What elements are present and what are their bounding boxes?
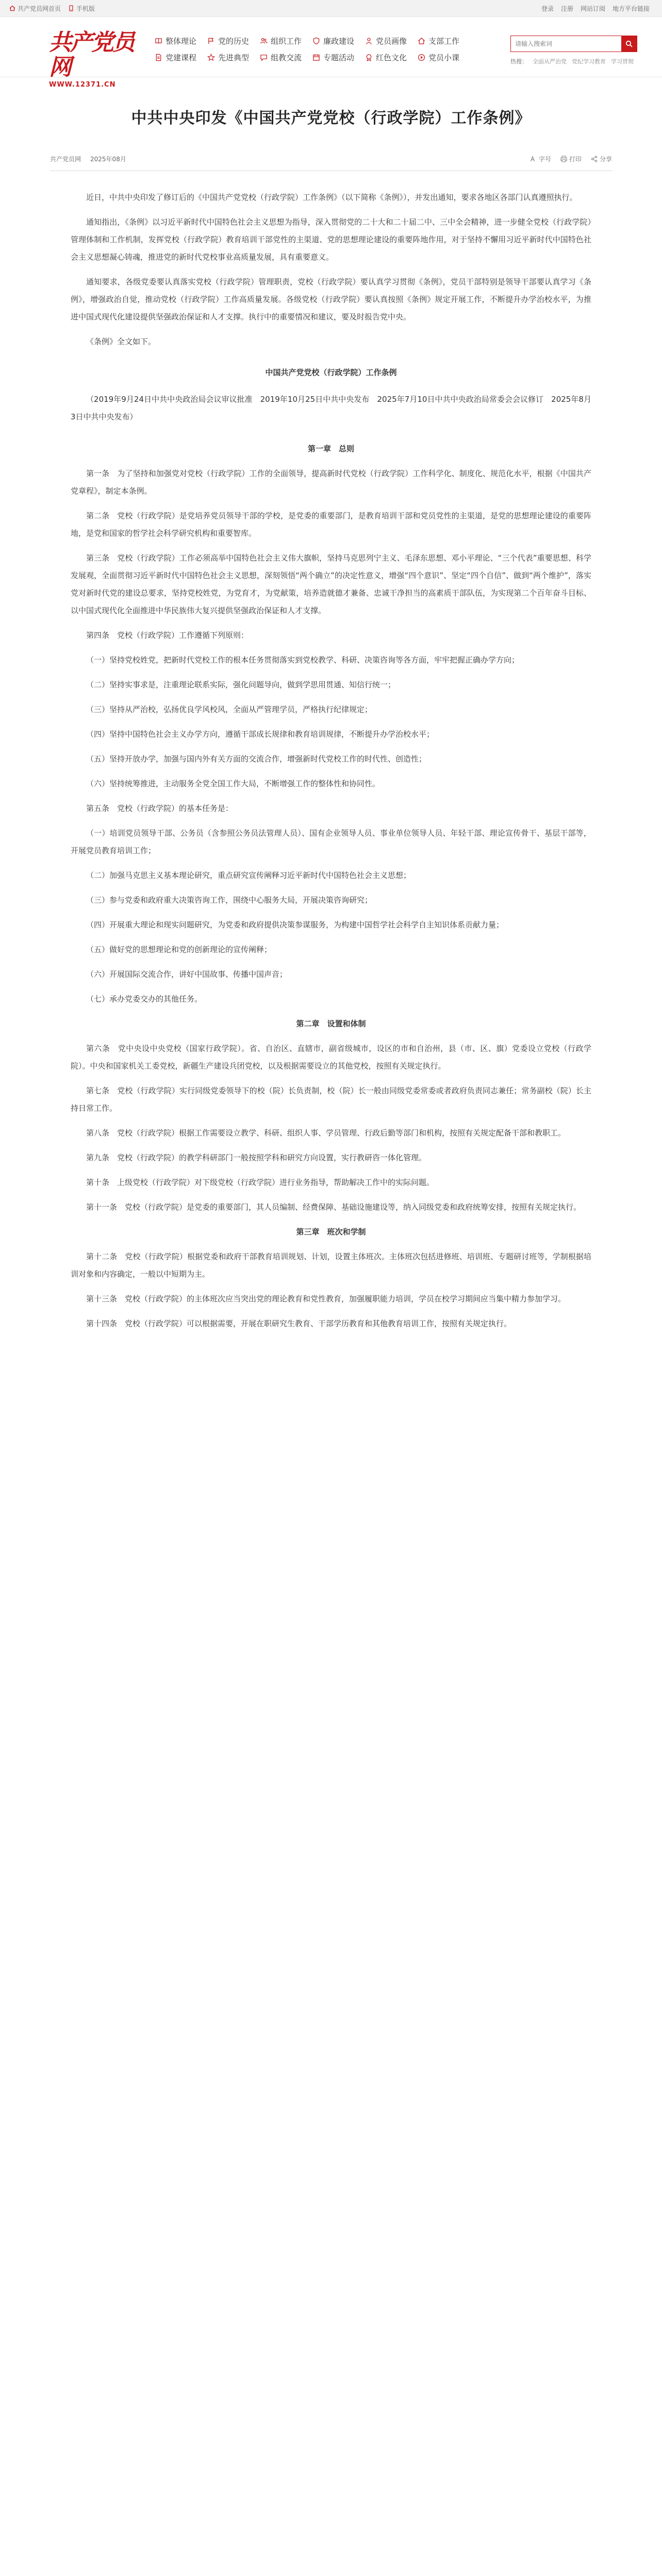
topbar-mobile-label: 手机版 <box>76 5 95 12</box>
doc-icon <box>155 54 162 61</box>
article-paragraph: （三）参与党委和政府重大决策咨询工作，围绕中心服务大局，开展决策咨询研究； <box>86 895 373 905</box>
flag-icon <box>207 37 215 45</box>
nav-label: 整体理论 <box>166 36 197 46</box>
share-button[interactable] <box>591 155 612 163</box>
meta-actions <box>530 155 612 163</box>
search-box <box>510 36 637 52</box>
top-bar <box>0 0 662 17</box>
search-input[interactable] <box>511 36 621 52</box>
article-paragraph: （三）坚持从严治校，弘扬优良学风校风，全面从严管理学员，严格执行纪律规定； <box>86 705 373 714</box>
article-paragraph: 第六条 党中央设中央党校（国家行政学院）。省、自治区、直辖市，副省级城市，设区的市和自治州，县（市、区、旗）党委设立党校（行政学院）。中央和国家机关工委党校，新疆生产建设兵团党校，以及根据需要设立的其他党校，按照有关规定执行。 <box>71 1044 591 1071</box>
article-paragraph: 第三条 党校（行政学院）工作必须高举中国特色社会主义伟大旗帜，坚持马克思列宁主义、毛泽东思想、邓小平理论、“三个代表”重要思想、科学发展观，全面贯彻习近平新时代中国特色社会主义思想，深刻领悟“两个确立”的决定性意义，增强“四个意识”、坚定“四个自信”、做到“两个维护”，落实党对新时代党的建设总要求，坚持党校姓党，为党育才，为党献策，培养造就德才兼备、忠诚干净担当的高素质干部队伍，为实现第二个百年奋斗目标、以中国式现代化全面推进中华民族伟大复兴提供坚强政治保证和人才支撑。 <box>71 553 591 615</box>
nav-label: 组教交流 <box>271 53 302 62</box>
top-bar-left <box>9 4 95 13</box>
nav-item-members[interactable] <box>365 35 410 47</box>
article-paragraph: （六）开展国际交流合作，讲好中国故事、传播中国声音； <box>86 970 288 979</box>
article-paragraph: （七）承办党委交办的其他任务。 <box>86 994 203 1004</box>
nav-item-integrity[interactable] <box>312 35 358 47</box>
main-nav <box>155 35 463 63</box>
site-logo[interactable] <box>49 29 137 89</box>
nav-item-history[interactable] <box>207 35 253 47</box>
chapter-heading: 第一章 总则 <box>307 444 354 453</box>
nav-item-activities[interactable] <box>312 51 358 63</box>
meta-left <box>50 155 126 163</box>
article-paragraph: 第十二条 党校（行政学院）根据党委和政府干部教育培训规划、计划，设置主体班次。主体班次包括进修班、培训班、专题研讨班等，学制根据培训对象和内容确定，一般以中短期为主。 <box>71 1252 591 1279</box>
subscribe-link[interactable]: 网站订阅 <box>580 5 605 12</box>
topbar-home-link[interactable] <box>9 4 61 13</box>
play-icon <box>418 54 425 61</box>
hot-searches <box>510 57 637 65</box>
article-paragraph: （四）坚持中国特色社会主义办学方向，遵循干部成长规律和教育培训规律，不断提升办学治校水平； <box>86 730 435 739</box>
logo-url: WWW.12371.CN <box>49 81 116 89</box>
article-paragraph: 第九条 党校（行政学院）的教学科研部门一般按照学科和研究方向设置，实行教研咨一体化管理。 <box>86 1153 427 1162</box>
article-paragraph: 第七条 党校（行政学院）实行同级党委领导下的校（院）长负责制，校（院）长一般由同级党委常委或者政府负责同志兼任；常务副校（院）长主持日常工作。 <box>71 1086 591 1113</box>
nav-label: 党的历史 <box>218 36 250 46</box>
topbar-home-label: 共产党员网首页 <box>18 5 61 12</box>
article-paragraph: （六）坚持统筹推进，主动服务全党全国工作大局，不断增强工作的整体性和协同性。 <box>86 779 380 788</box>
article-paragraph: （五）坚持开放办学，加强与国内外有关方面的交流合作，增强新时代党校工作的时代性、创造性； <box>86 754 427 764</box>
register-link[interactable]: 注册 <box>560 5 573 12</box>
font-size-icon <box>530 156 537 162</box>
article-paragraph: 第十一条 党校（行政学院）是党委的重要部门，其人员编制、经费保障、基础设施建设等，纳入同级党委和政府统筹安排，按照有关规定执行。 <box>86 1202 582 1212</box>
article-date: 2025年08月 <box>90 156 126 163</box>
intro-paragraph: 通知指出，《条例》以习近平新时代中国特色社会主义思想为指导，深入贯彻党的二十大和二十届二中、三中全会精神，进一步健全党校（行政学院）管理体制和工作机制，发挥党校（行政学院）教育培训干部党性的主渠道、党的思想理论建设的重要阵地作用，对于坚持不懈用习近平新时代中国特色社会主义思想凝心铸魂，推进党的新时代党校事业高质量发展，具有重要意义。 <box>71 217 591 262</box>
nav-label: 先进典型 <box>218 53 250 62</box>
nav-item-models[interactable] <box>207 51 253 63</box>
page-title: 中共中央印发《中国共产党党校（行政学院）工作条例》 <box>131 109 531 127</box>
article-paragraph: （二）坚持实事求是，注重理论联系实际，强化问题导向，做到学思用贯通、知信行统一； <box>86 680 396 689</box>
article-source: 共产党员网 <box>50 156 81 163</box>
intro-paragraph: 《条例》全文如下。 <box>86 337 156 346</box>
article-paragraph: （一）培训党员领导干部、公务员（含参照公务员法管理人员）、国有企业领导人员、事业单位领导人员、年轻干部、理论宣传骨干、基层干部等，开展党员教育培训工作； <box>71 828 591 855</box>
nav-label: 专题活动 <box>323 53 355 62</box>
article-paragraph: （一）坚持党校姓党，把新时代党校工作的根本任务贯彻落实到党校教学、科研、决策咨询等各方面，牢牢把握正确办学方向； <box>86 655 520 665</box>
document-title: 中国共产党党校（行政学院）工作条例 <box>265 368 397 377</box>
article-paragraph: 第十三条 党校（行政学院）的主体班次应当突出党的理论教育和党性教育，加强履职能力培训，学员在校学习期间应当集中精力参加学习。 <box>86 1294 566 1303</box>
article-paragraph: （二）加强马克思主义基本理论研究，重点研究宣传阐释习近平新时代中国特色社会主义思想； <box>86 871 411 880</box>
article-meta <box>50 155 612 163</box>
badge-icon <box>365 54 373 61</box>
home-icon <box>418 37 425 45</box>
share-icon <box>591 156 598 162</box>
nav-label: 党员画像 <box>376 36 407 46</box>
nav-item-branch[interactable] <box>418 35 463 47</box>
article-paragraph: 第二条 党校（行政学院）是党培养党员领导干部的学校，是党委的重要部门，是教育培训干部和党员党性的主渠道，是党的思想理论建设的重要阵地，是党和国家的哲学社会科学研究机构和重要智库。 <box>71 511 591 538</box>
article-paragraph: 第十四条 党校（行政学院）可以根据需要，开展在职研究生教育、干部学历教育和其他教育培训工作，按照有关规定执行。 <box>86 1319 512 1328</box>
home-icon <box>9 5 15 11</box>
site-header <box>0 17 662 89</box>
chapters <box>71 440 591 1332</box>
nav-label: 红色文化 <box>376 53 407 62</box>
article-body <box>71 189 591 1332</box>
search-button[interactable] <box>621 36 637 52</box>
user-icon <box>365 37 373 45</box>
article-paragraph: （四）开展重大理论和现实问题研究，为党委和政府提供决策参谋服务，为构建中国哲学社会科学自主知识体系贡献力量； <box>86 920 504 929</box>
nav-item-lessons[interactable] <box>418 51 463 63</box>
book-icon <box>155 37 162 45</box>
star-icon <box>207 54 215 61</box>
chapter-heading: 第三章 班次和学制 <box>296 1227 366 1236</box>
nav-item-organization[interactable] <box>260 35 305 47</box>
print-icon <box>560 156 567 162</box>
share-label: 分享 <box>599 156 612 163</box>
font-size-label: 字号 <box>538 156 551 163</box>
article-paragraph: 第四条 党校（行政学院）工作遵循下列原则： <box>86 631 249 640</box>
search-icon <box>625 40 633 47</box>
print-label: 打印 <box>569 156 582 163</box>
chapter-heading: 第二章 设置和体制 <box>296 1019 366 1028</box>
login-link[interactable]: 登录 <box>541 5 554 12</box>
nav-label: 廉政建设 <box>323 36 355 46</box>
people-icon <box>260 37 268 45</box>
nav-item-courses[interactable] <box>155 51 200 63</box>
nav-item-exchange[interactable] <box>260 51 305 63</box>
nav-label: 党员小课 <box>428 53 460 62</box>
document-notes: （2019年9月24日中共中央政治局会议审议批准 2019年10月25日中共中央发布 2025年7月10日中共中央政治局常委会会议修订 2025年8月3日中共中央发布） <box>71 395 591 421</box>
article-paragraph: （五）做好党的思想理论和党的创新理论的宣传阐释； <box>86 945 272 954</box>
article-paragraph: 第十条 上级党校（行政学院）对下级党校（行政学院）进行业务指导，帮助解决工作中的实际问题。 <box>86 1178 435 1187</box>
article-paragraph: 第五条 党校（行政学院）的基本任务是： <box>86 804 234 813</box>
chat-icon <box>260 54 268 61</box>
article-paragraph: 第一条 为了坚持和加强党对党校（行政学院）工作的全面领导，提高新时代党校（行政学院）工作科学化、制度化、规范化水平，根据《中国共产党章程》，制定本条例。 <box>71 469 591 496</box>
intro-paragraph: 近日，中共中央印发了修订后的《中国共产党党校（行政学院）工作条例》（以下简称《条例》），并发出通知，要求各地区各部门认真遵照执行。 <box>86 193 577 202</box>
logo-text: 共产党员网 <box>49 29 134 80</box>
search-area <box>510 36 637 65</box>
nav-item-theory[interactable] <box>155 35 200 47</box>
calendar-icon <box>312 54 320 61</box>
shield-icon <box>312 37 320 45</box>
intro-paragraph: 通知要求，各级党委要认真落实党校（行政学院）管理职责，党校（行政学院）要认真学习贯彻《条例》，党员干部特别是领导干部要认真学习《条例》，增强政治自觉，推动党校（行政学院）工作高质量发展。各级党校（行政学院）要认真按照《条例》规定开展工作，不断提升办学治校水平，为推进中国式现代化建设提供坚强政治保证和人才支撑。执行中的重要情况和建议，要及时报告党中央。 <box>71 277 591 321</box>
top-bar-right <box>541 4 650 13</box>
nav-label: 支部工作 <box>428 36 460 46</box>
hot-search-link[interactable]: 学习贯彻 <box>611 58 634 65</box>
nav-label: 党建课程 <box>166 53 197 62</box>
hot-search-link[interactable]: 全面从严治党 <box>533 58 567 65</box>
local-platform-link[interactable]: 地方平台链接 <box>612 5 650 12</box>
font-size-button[interactable] <box>530 155 551 163</box>
article-paragraph: 第八条 党校（行政学院）根据工作需要设立教学、科研、组织人事、学员管理、行政后勤等部门和机构，按照有关规定配备干部和教职工。 <box>86 1128 566 1138</box>
hot-search-link[interactable]: 党纪学习教育 <box>572 58 606 65</box>
nav-label: 组织工作 <box>271 36 302 46</box>
hot-search-label: 热搜： <box>510 58 527 65</box>
phone-icon <box>68 5 74 11</box>
topbar-mobile-link[interactable] <box>68 4 95 13</box>
nav-item-culture[interactable] <box>365 51 410 63</box>
print-button[interactable] <box>560 155 582 163</box>
